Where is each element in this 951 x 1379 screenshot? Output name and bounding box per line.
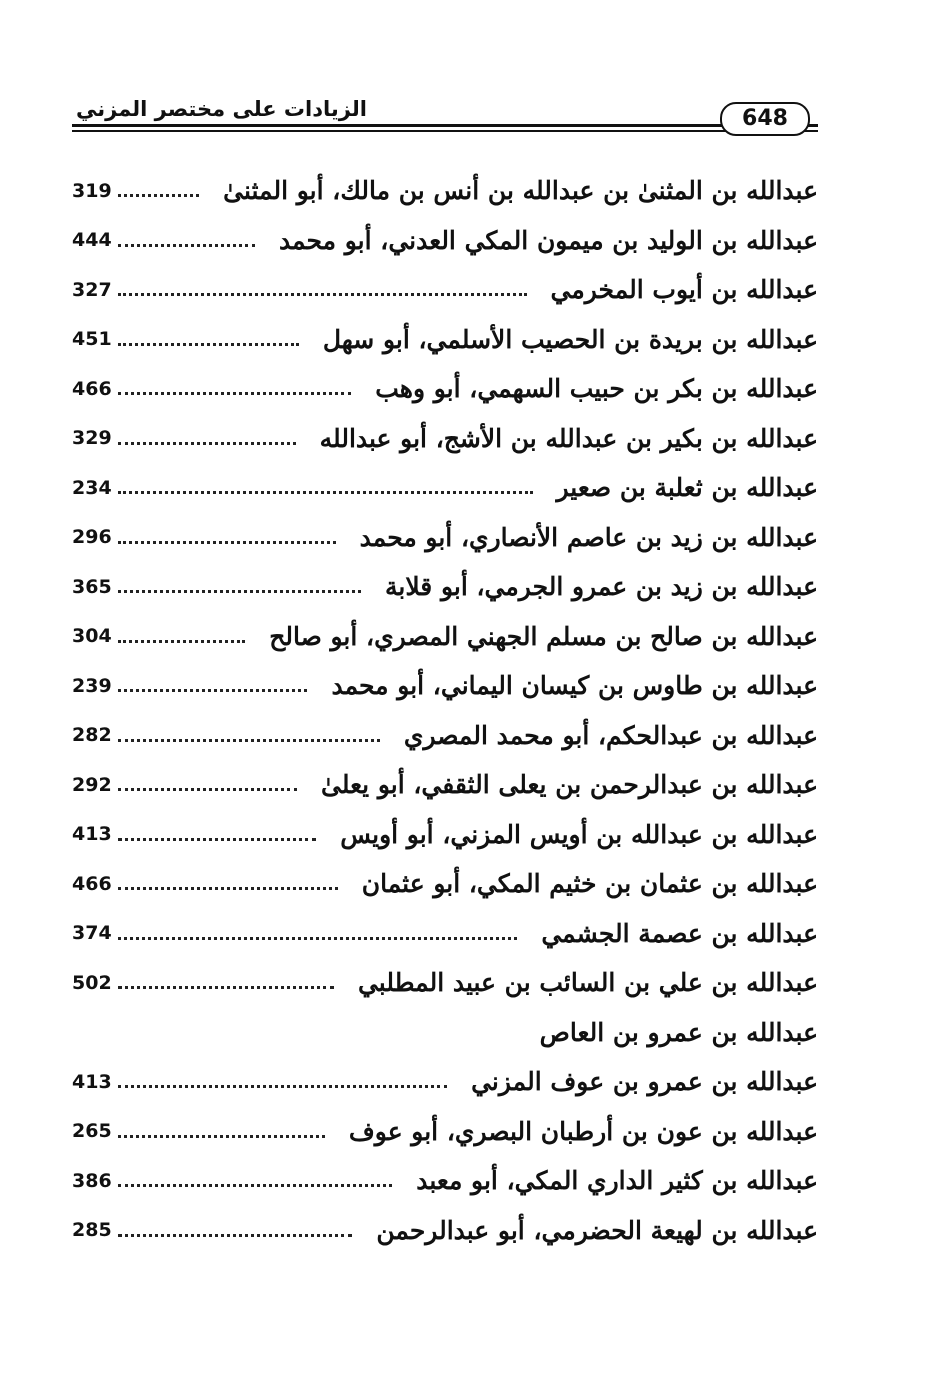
narrator-name: عبدالله بن أيوب المخرمي [550,275,818,305]
dot-leader [118,293,527,296]
page-reference: 234 [72,476,112,499]
narrator-name: عبدالله بن عبدالله بن أويس المزني، أبو أويس [340,819,818,849]
index-entry [72,166,818,216]
page-reference: 413 [72,823,112,846]
dot-leader [118,194,199,197]
narrator-name: عبدالله بن عمرو بن العاص [539,1017,818,1047]
dot-leader [118,244,255,247]
page-reference: 365 [72,575,112,598]
running-title: الزيادات على مختصر المزني [72,96,377,122]
narrator-name: عبدالله بن زيد بن عمرو الجرمي، أبو قلابة [385,572,818,602]
index-entry [72,909,818,959]
page-reference: 329 [72,427,112,450]
page-reference: 502 [72,971,112,994]
narrator-name: عبدالله بن بريدة بن الحصيب الأسلمي، أبو سهل [322,324,818,354]
page-reference: 265 [72,1120,112,1143]
index-entry [72,958,818,1008]
dot-leader [118,640,245,643]
page-reference: 304 [72,625,112,648]
narrator-name: عبدالله بن عمرو بن عوف المزني [471,1067,818,1097]
page-reference: 466 [72,872,112,895]
index-entry [72,463,818,513]
page-reference: 413 [72,1070,112,1093]
dot-leader [118,442,296,445]
narrator-name: عبدالله بن ثعلبة بن صعير [556,473,818,503]
page-reference: 282 [72,724,112,747]
dot-leader [118,838,316,841]
index-entry [72,760,818,810]
narrator-name: عبدالله بن الوليد بن ميمون المكي العدني، أبو محمد [278,225,818,255]
index-entry [72,859,818,909]
narrator-name: عبدالله بن لهيعة الحضرمي، أبو عبدالرحمن [376,1215,818,1245]
narrator-name: عبدالله بن عبدالرحمن بن يعلى الثقفي، أبو يعلىٰ [321,770,818,800]
dot-leader [118,392,351,395]
dot-leader [118,343,299,346]
page-reference: 319 [72,179,112,202]
narrator-name: عبدالله بن بكير بن عبدالله بن الأشج، أبو عبدالله [319,423,818,453]
dot-leader [118,1135,325,1138]
index-entry [72,216,818,266]
dot-leader [118,986,334,989]
header-rule-bottom [72,130,818,132]
page-reference: 327 [72,278,112,301]
page-reference: 386 [72,1169,112,1192]
narrator-name: عبدالله بن المثنىٰ بن عبدالله بن أنس بن مالك، أبو المثنىٰ [223,176,818,206]
dot-leader [118,1085,447,1088]
index-entry [72,1156,818,1206]
index-entry [72,1008,818,1058]
page-reference: 292 [72,773,112,796]
dot-leader [118,937,517,940]
narrator-name: عبدالله بن كثير الداري المكي، أبو معبد [416,1166,818,1196]
index-entry [72,1206,818,1256]
index-entry [72,364,818,414]
narrator-name: عبدالله بن طاوس بن كيسان اليماني، أبو محمد [331,671,818,701]
dot-leader [118,491,533,494]
header-rule-top [72,124,818,127]
narrator-name: عبدالله بن عون بن أرطبان البصري، أبو عوف [348,1116,818,1146]
index-entry [72,513,818,563]
narrator-name: عبدالله بن صالح بن مسلم الجهني المصري، أبو صالح [269,621,818,651]
narrator-name: عبدالله بن عثمان بن خثيم المكي، أبو عثمان [361,869,818,899]
narrator-name: عبدالله بن علي بن السائب بن عبيد المطلبي [357,968,818,998]
dot-leader [118,887,338,890]
index-entry [72,315,818,365]
dot-leader [118,1234,352,1237]
page-reference: 374 [72,922,112,945]
page-reference: 451 [72,328,112,351]
index-list [72,166,818,1255]
dot-leader [118,689,307,692]
index-entry [72,562,818,612]
page-reference: 466 [72,377,112,400]
index-entry [72,810,818,860]
dot-leader [118,788,297,791]
page-reference: 296 [72,526,112,549]
dot-leader [118,590,361,593]
narrator-name: عبدالله بن عصمة الجشمي [541,918,818,948]
index-entry [72,1057,818,1107]
page-reference: 239 [72,674,112,697]
narrator-name: عبدالله بن بكر بن حبيب السهمي، أبو وهب [375,374,818,404]
index-entry [72,711,818,761]
page-number-badge: 648 [720,102,810,136]
dot-leader [118,1184,392,1187]
page-header [72,96,818,142]
index-entry [72,1107,818,1157]
narrator-name: عبدالله بن زيد بن عاصم الأنصاري، أبو محمد [359,522,818,552]
index-entry [72,265,818,315]
dot-leader [118,739,380,742]
dot-leader [118,541,336,544]
index-entry [72,612,818,662]
index-entry [72,661,818,711]
page-reference: 285 [72,1219,112,1242]
index-entry [72,414,818,464]
page-reference: 444 [72,229,112,252]
narrator-name: عبدالله بن عبدالحكم، أبو محمد المصري [403,720,818,750]
